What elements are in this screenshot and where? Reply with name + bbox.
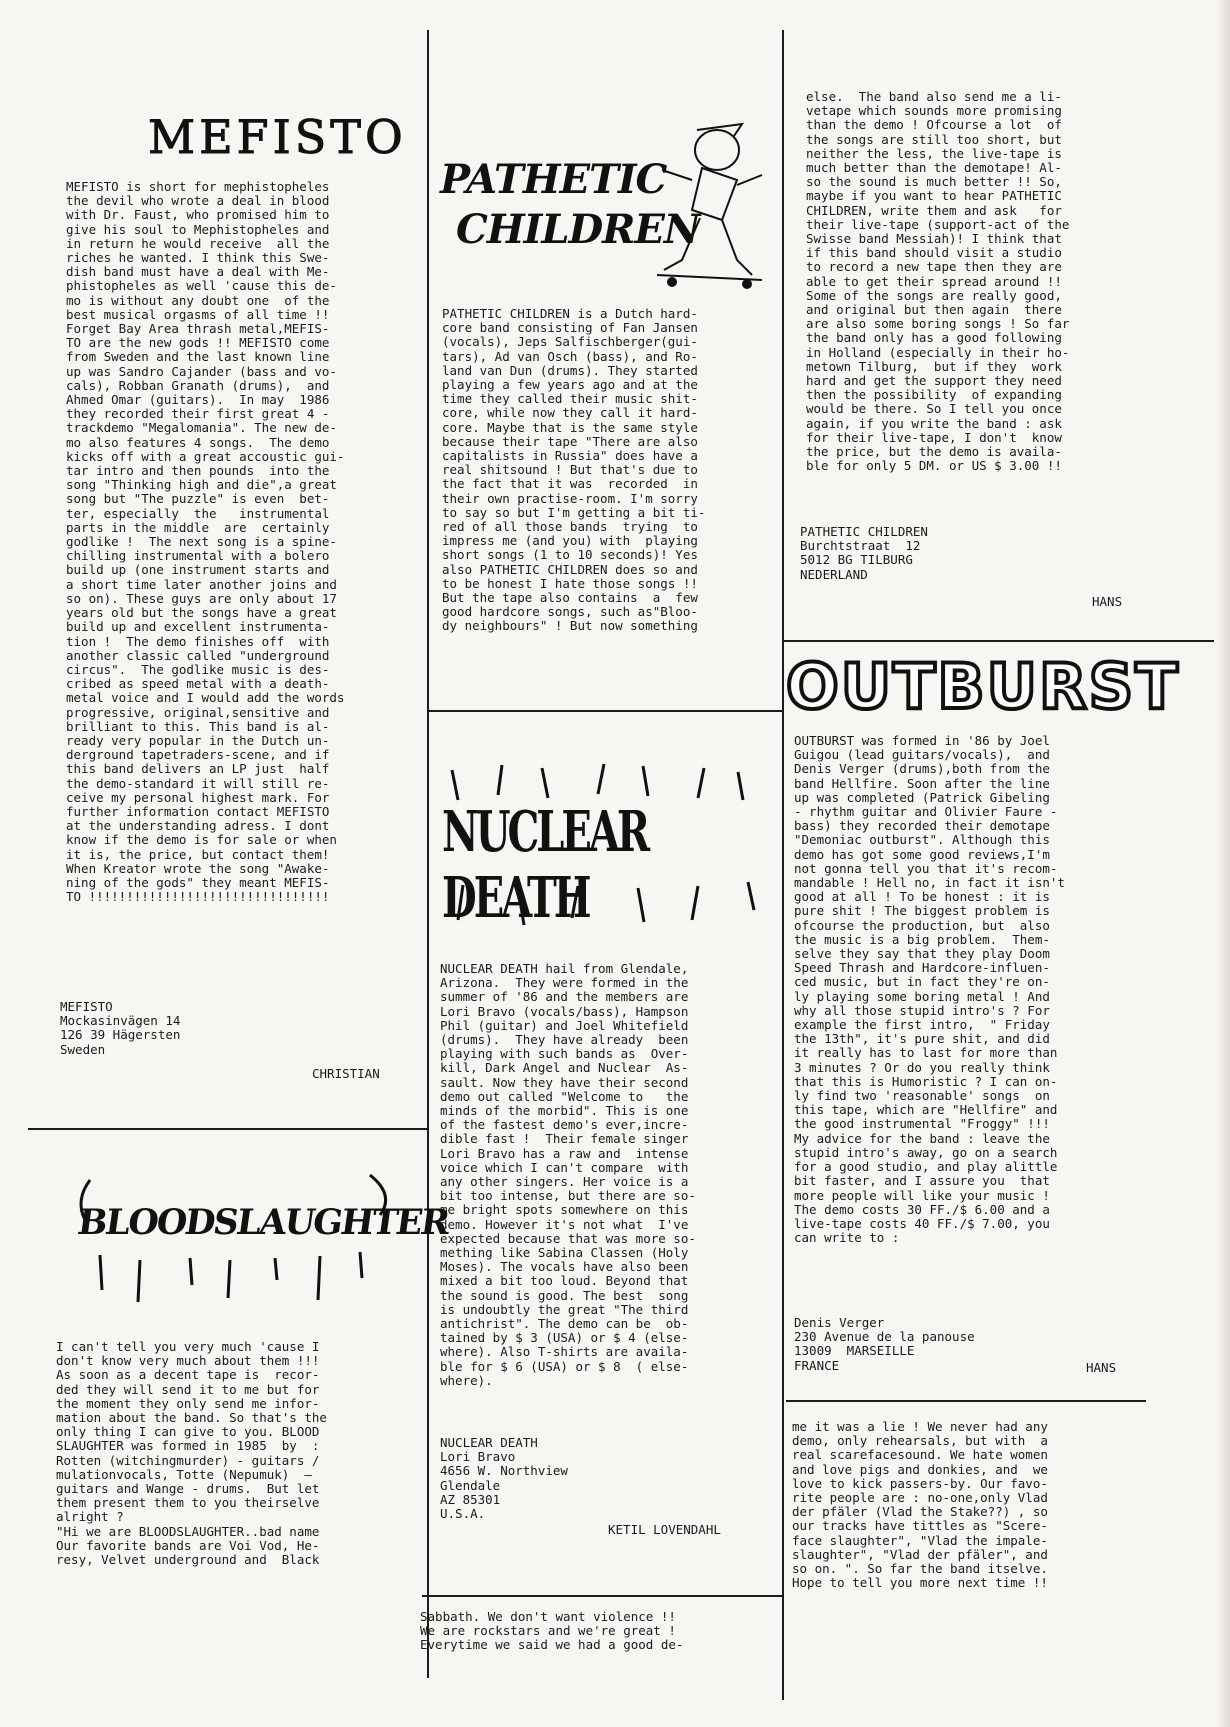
outburst-signature: HANS <box>1086 1360 1117 1375</box>
nuclear-death-signature: KETIL LOVENDAHL <box>608 1522 721 1537</box>
bloodslaughter-logo-text: BLOODSLAUGHTER <box>75 1202 451 1243</box>
outburst-left-border <box>782 640 784 1700</box>
mefisto-review: MEFISTO is short for mephistopheles the devil who wrote a deal in blood with Dr. Faust, who promised him to give his soul to Mephistopheles and in return he would receive all the riches he wanted. I think this Swe- dish band must have a deal with Me- phistopheles as well 'cause this de- mo is without any doubt one of the best musical orgasms of all time !! Forget Bay Area thrash metal,MEFIS- TO are the new gods !! MEFISTO come from Sweden and the last known line up was Sandro Cajander (bass and vo- cals), Robban Granath (drums), and Ahmed Omar (guitars). In may 1986 they recorded their first great 4 - trackdemo "Megalomania". The new de- mo also features 4 songs. The demo kicks off with a great accoustic gui- tar intro and then pounds into the song "Thinking high and die",a great song but "The puzzle" is even bet- ter, especially the instrumental parts in the middle are certainly godlike ! The next song is a spine- chilling instrumental with a bolero build up (one instrument starts and a short time later another joins and so on). These guys are only about 17 years old but the songs have a great build up and excellent instrumenta- tion ! The demo finishes off with another classic called "underground circus". The godlike music is des- cribed as speed metal with a death- metal voice and I would add the words progressive, original,sensitive and brilliant to this. This band is al- ready very popular in the Dutch un- derground tapetraders-scene, and if this band delivers an LP just half the demo-standard it will still re- ceive my personal highest mark. For further information contact MEFISTO at the understanding adress. I dont know if the demo is for sale or when it is, the price, but contact them! When Kreator wrote the song "Awake- ning of the gods" they meant MEFIS- TO !!!!!!!!!!!!!!!!!!!!!!!!!!!!!!!! <box>66 179 345 905</box>
skater-character-illustration <box>642 110 772 290</box>
column-divider-right <box>782 30 784 640</box>
pathetic-review-continued: else. The band also send me a li- vetape which sounds more promising than the demo ! Ofcourse a lot of the songs are still too short, but neither the less, the live-tape is much better than the demotape! Al- so the sound is much better !! So, maybe if you want to hear PATHETIC CHILDREN, write them and ask for their live-tape (support-act of the Swisse band Messiah)! I think that if this band should visit a studio to record a new tape then they are able to get their spread around !! Some of the songs are really good, and original but then again there are also some boring songs ! So far the band only has a good following in Holland (especially in their ho- metown Tilburg, but if they work hard and get the support they need then the possibility of expanding would be there. So I tell you once again, if you write the band : ask for their live-tape, I don't know the price, but the demo is availa- ble for only 5 DM. or US $ 3.00 !! <box>806 89 1070 474</box>
divider-mefisto-bloodslaughter <box>28 1128 428 1130</box>
divider-nuclear-bottom <box>422 1595 782 1597</box>
divider-outburst-bottom <box>786 1400 1146 1402</box>
bloodslaughter-logo <box>70 1160 451 1310</box>
outburst-title: OUTBURST <box>786 650 1180 723</box>
bloodslaughter-review: I can't tell you very much 'cause I don't know very much about them !!! As soon as a decent tape is recor- ded they will send it to me but for the moment they only send me infor- mation about the band. So that's the only thing I can give to you. BLOOD SLAUGHTER was formed in 1985 by : Rotten (witchingmurder) - guitars / mulationvocals, Totte (Nepumuk) — guitars and Wange - drums. But let them present them to you theirselve alright ? "Hi we are BLOODSLAUGHTER..bad name Our favorite bands are Voi Vod, He- resy, Velvet underground and Black <box>56 1339 327 1568</box>
divider-pathetic-nuclear <box>428 710 784 712</box>
outburst-address: Denis Verger 230 Avenue de la panouse 13009 MARSEILLE FRANCE <box>794 1315 975 1373</box>
nuclear-death-review: NUCLEAR DEATH hail from Glendale, Arizona. They were formed in the summer of '86 and the members are Lori Bravo (vocals/bass), Hampson Phil (guitar) and Joel Whitefield (drums). They have already been playing with such bands as Over- kill, Dark Angel and Nuclear As- sault. Now they have their second demo out called "Welcome to the minds of the morbid". This is one of the fastest demo's ever,incre- dible fast ! Their female singer Lori Bravo has a raw and intense voice which I can't compare with any other singers. Her voice is a bit too intense, but there are so- me bright spots somewhere on this demo. However it's not what I've expected because that was more so- mething like Sabina Classen (Holy Moses). The vocals have also been mixed a bit too loud. Beyond that the sound is good. The best song is undoubtly the great "The third antichrist". The demo can be ob- tained by $ 3 (USA) or $ 4 (else- where). Also T-shirts are availa- ble for $ 6 (USA) or $ 8 ( else- where). <box>440 961 696 1388</box>
page-edge-shadow <box>1216 0 1230 1727</box>
column-divider-left <box>427 30 429 1678</box>
divider-pathetic-outburst <box>784 640 1214 642</box>
pathetic-logo-line2: CHILDREN <box>456 206 700 253</box>
pathetic-signature: HANS <box>1092 594 1123 609</box>
nuclear-death-logo <box>438 760 768 930</box>
mefisto-title: MEFISTO <box>148 110 407 164</box>
bloodslaughter-quote-continued: me it was a lie ! We never had any demo, only rehearsals, but with a real scarefacesound. We hate women and love pigs and donkies, and we love to kick passers-by. Our favo- rite people are : no-one,only Vlad der pfäler (Vlad the Stake??) , so our tracks have tittles as "Scere- face slaughter", "Vlad the impale- slaughter", "Vlad der pfäler", and so on. ". So far the band itselve. Hope to tell you more next time !! <box>792 1419 1048 1591</box>
mefisto-signature: CHRISTIAN <box>312 1066 380 1081</box>
pathetic-address: PATHETIC CHILDREN Burchtstraat 12 5012 BG TILBURG NEDERLAND <box>800 524 928 582</box>
pathetic-children-logo <box>432 140 772 290</box>
outburst-review: OUTBURST was formed in '86 by Joel Guigou (lead guitars/vocals), and Denis Verger (drums),both from the band Hellfire. Soon after the line up was completed (Patrick Gibeling - rhythm guitar and Olivier Faure - bass) they recorded their demotape "Demoniac outburst". Although this demo has got some good reviews,I'm not gonna tell you that it's recom- mandable ! Hell no, in fact it isn't good at all ! To be honest : it is pure shit ! The biggest problem is ofcourse the production, but also the music is a big problem. Them- selve they say that they play Doom Speed Thrash and Hardcore-influen- ced music, but in fact they're on- ly playing some boring metal ! And why all those stupid intro's ? For example the first intro, " Friday the 13th", it's pure shit, and did it really has to last for more than 3 minutes ? Or do you really think that this is Humoristic ? I can on- ly find two 'reasonable' songs on this tape, which are "Hellfire" and the good instrumental "Froggy" !!! My advice for the band : leave the stupid intro's away, go on a search for a good studio, and play alittle bit faster, and I assure you that more people will like your music ! The demo costs 30 FF./$ 6.00 and a live-tape costs 40 FF./$ 7.00, you can write to : <box>794 733 1065 1246</box>
nuclear-death-logo-text: NUCLEAR DEATH <box>442 799 648 931</box>
mefisto-address: MEFISTO Mockasinvägen 14 126 39 Hägersten Sweden <box>60 999 181 1057</box>
pathetic-logo-line1: PATHETIC <box>440 156 667 203</box>
nuclear-death-address: NUCLEAR DEATH Lori Bravo 4656 W. Northview Glendale AZ 85301 U.S.A. <box>440 1435 568 1522</box>
pathetic-review: PATHETIC CHILDREN is a Dutch hard- core band consisting of Fan Jansen (vocals), Jeps Salfischberger(gui- tars), Ad van Osch (bass), and Ro- land van Dun (drums). They started playing a few years ago and at the time they called their music shit- core, while now they call it hard- core. Maybe that is the same style because their tape "There are also capitalists in Russia" does have a real shitsound ! But that's due to the fact that it was recorded in their own practise-room. I'm sorry to say so but I'm getting a bit ti- red of all those bands trying to impress me (and you) with playing short songs (1 to 10 seconds)! Yes also PATHETIC CHILDREN does so and to be honest I hate those songs !! But the tape also contains a few good hardcore songs, such as"Bloo- dy neighbours" ! But now something <box>442 306 706 634</box>
bloodslaughter-review-continued: Sabbath. We don't want violence !! We are rockstars and we're great ! Everytime we said we had a good de- <box>420 1609 684 1653</box>
